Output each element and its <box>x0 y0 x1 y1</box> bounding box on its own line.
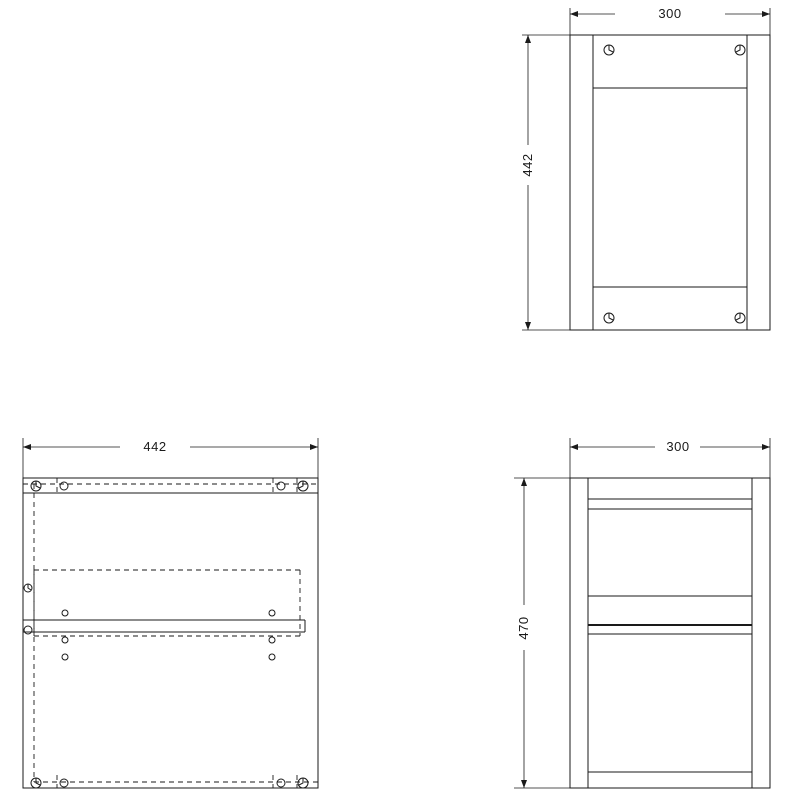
plan-dowel-inner-1 <box>62 610 68 616</box>
front-fixing-screw-bottom-right <box>735 313 745 323</box>
plan-cam-bottom-left-2 <box>60 779 68 787</box>
front-height-dimension <box>522 35 570 330</box>
plan-cam-top-right-2 <box>298 481 308 491</box>
plan-width-dimension-label: 442 <box>143 439 167 454</box>
plan-connector-marks <box>24 481 308 788</box>
side-height-dimension-label: 470 <box>516 616 531 640</box>
plan-cam-top-right <box>277 482 285 490</box>
plan-cam-top-left <box>31 481 41 491</box>
plan-dowel-inner-4 <box>269 610 275 616</box>
front-width-dimension-label: 300 <box>658 6 682 21</box>
plan-cam-top-left-2 <box>60 482 68 490</box>
front-fixing-screw-bottom-left <box>604 313 614 323</box>
plan-outer-outline <box>23 478 318 788</box>
front-outer-outline <box>570 35 770 330</box>
plan-cam-bottom-right <box>277 779 285 787</box>
front-fixing-screw-top-right <box>735 45 745 55</box>
side-elevation-view <box>570 478 770 788</box>
plan-view <box>23 478 318 788</box>
plan-dowel-left-lower <box>24 626 32 634</box>
plan-dowel-inner-6 <box>269 654 275 660</box>
front-elevation-view <box>570 35 770 330</box>
front-height-dimension-label: 442 <box>520 153 535 177</box>
plan-hidden-lines <box>23 478 318 788</box>
plan-dowel-inner-3 <box>62 654 68 660</box>
plan-dowel-inner-5 <box>269 637 275 643</box>
side-width-dimension-label: 300 <box>666 439 690 454</box>
plan-cam-bottom-left <box>31 778 41 788</box>
plan-dowel-inner-2 <box>62 637 68 643</box>
front-fixing-screw-top-left <box>604 45 614 55</box>
side-outer-outline <box>570 478 770 788</box>
plan-dowel-left-upper <box>24 584 32 592</box>
plan-width-dimension <box>23 438 318 478</box>
plan-cam-bottom-right-2 <box>298 778 308 788</box>
